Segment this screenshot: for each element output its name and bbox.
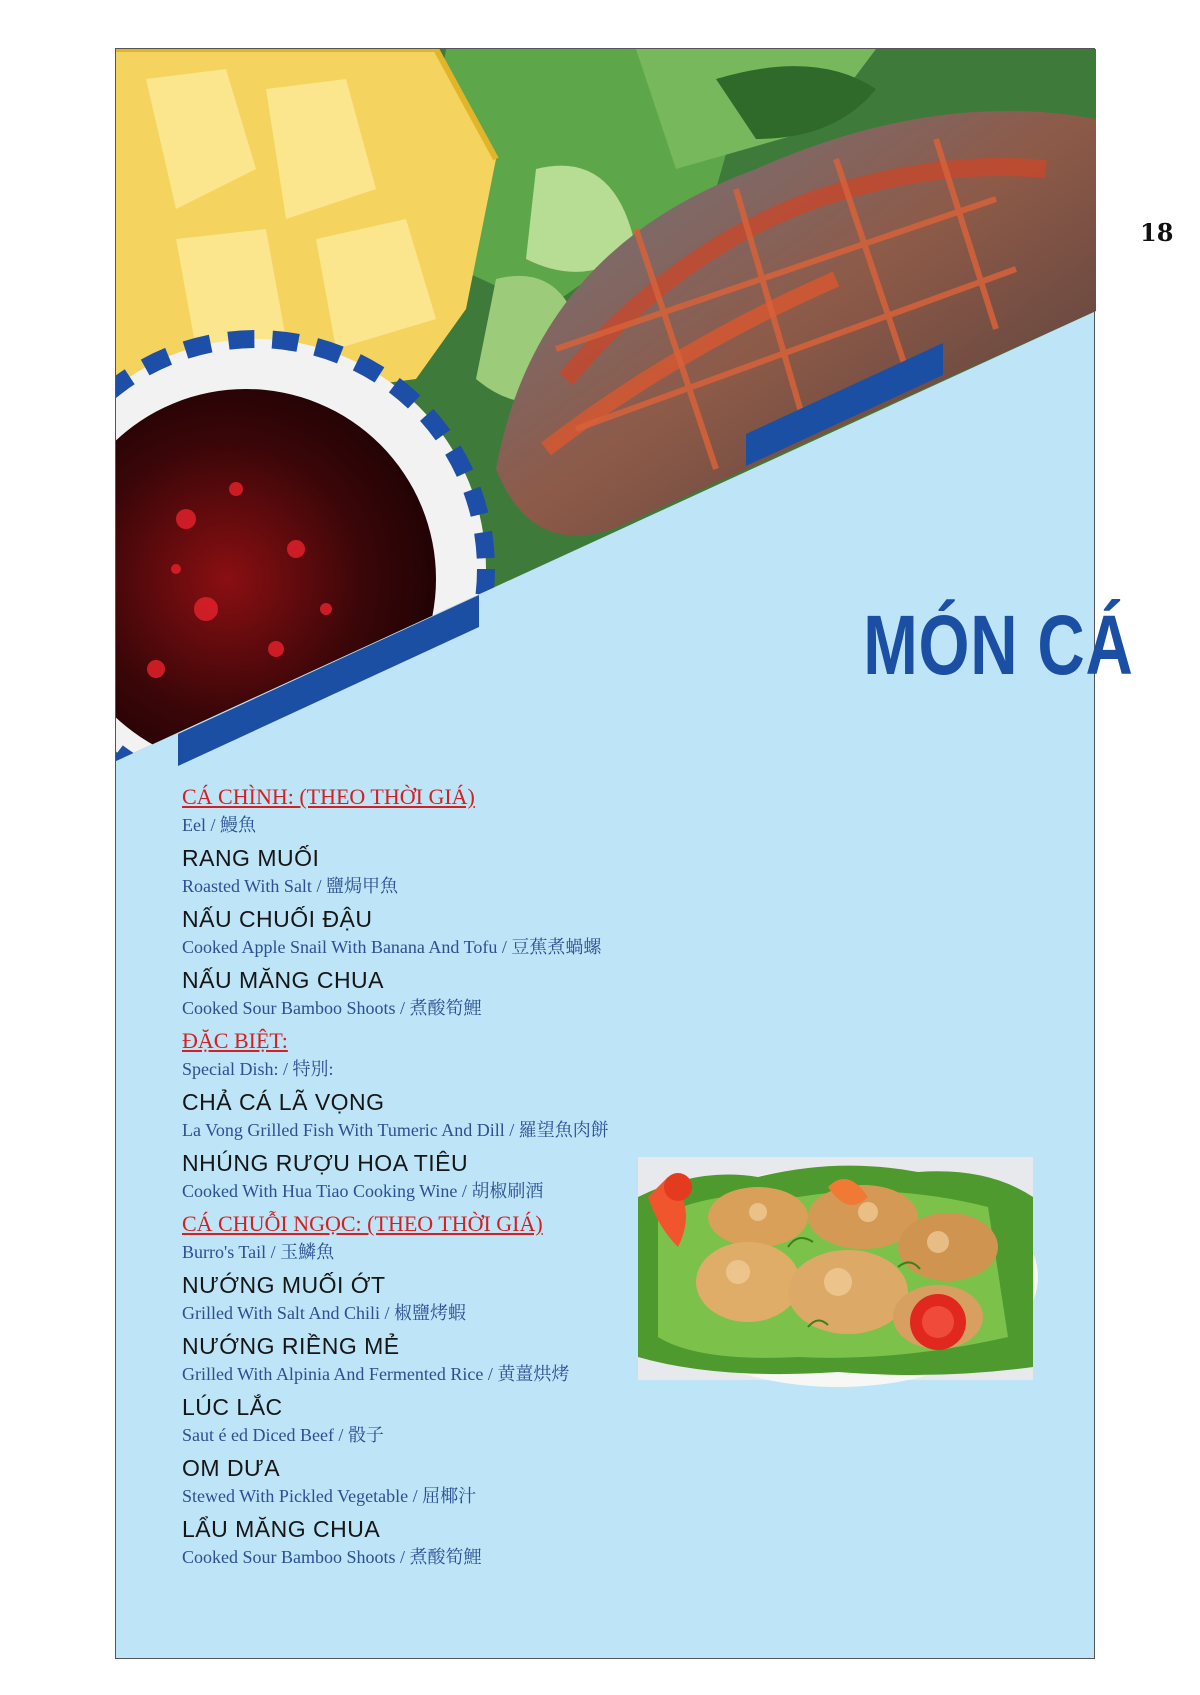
dish-name: LÚC LẮC <box>182 1394 283 1420</box>
menu-section-row <box>182 1028 782 1089</box>
dish-description: Stewed With Pickled Vegetable / 屈椰汁 <box>182 1486 477 1506</box>
dish-name: RANG MUỐI <box>182 845 320 871</box>
dish-description: Eel / 鰻魚 <box>182 815 256 835</box>
menu-dish-row <box>182 1394 782 1455</box>
page-title: MÓN CÁ <box>863 598 1134 692</box>
fish-cakes-photo <box>638 1157 1033 1380</box>
section-heading: ĐẶC BIỆT: <box>182 1028 288 1053</box>
dish-description: La Vong Grilled Fish With Tumeric And Dill / 羅望魚肉餅 <box>182 1120 609 1140</box>
dish-description: Burro's Tail / 玉鱗魚 <box>182 1242 335 1262</box>
dish-name: OM DƯA <box>182 1455 281 1481</box>
menu-dish-row <box>182 967 782 1028</box>
dish-name: NƯỚNG MUỐI ỚT <box>182 1272 386 1298</box>
menu-dish-row <box>182 1455 782 1516</box>
menu-section-row <box>182 784 782 845</box>
section-heading: CÁ CHUỖI NGỌC: (THEO THỜI GIÁ) <box>182 1211 543 1236</box>
menu-dish-row <box>182 906 782 967</box>
dish-description: Special Dish: / 特別: <box>182 1059 334 1079</box>
dish-description: Cooked Apple Snail With Banana And Tofu / 豆蕉煮蝸螺 <box>182 937 602 957</box>
menu-page <box>115 48 1134 1659</box>
menu-dish-row <box>182 845 782 906</box>
dish-description: Grilled With Salt And Chili / 椒鹽烤蝦 <box>182 1303 466 1323</box>
dish-description: Cooked Sour Bamboo Shoots / 煮酸筍鯉 <box>182 1547 482 1567</box>
dish-description: Roasted With Salt / 鹽焗甲魚 <box>182 876 398 896</box>
dish-description: Cooked Sour Bamboo Shoots / 煮酸筍鯉 <box>182 998 482 1018</box>
menu-dish-row <box>182 1089 782 1150</box>
dish-name: CHẢ CÁ LÃ VỌNG <box>182 1089 385 1115</box>
dish-name: LẨU MĂNG CHUA <box>182 1516 381 1542</box>
dish-description: Cooked With Hua Tiao Cooking Wine / 胡椒刷酒 <box>182 1181 544 1201</box>
dish-name: NHÚNG RƯỢU HOA TIÊU <box>182 1150 469 1176</box>
dish-description: Saut é ed Diced Beef / 骰子 <box>182 1425 384 1445</box>
section-heading: CÁ CHÌNH: (THEO THỜI GIÁ) <box>182 784 475 809</box>
dish-name: NẤU MĂNG CHUA <box>182 967 385 993</box>
dish-name: NƯỚNG RIỀNG MẺ <box>182 1333 400 1359</box>
dish-name: NẤU CHUỐI ĐẬU <box>182 906 373 932</box>
dish-description: Grilled With Alpinia And Fermented Rice / 黄薑烘烤 <box>182 1364 570 1384</box>
menu-dish-row <box>182 1516 782 1577</box>
page-number: 18 <box>1140 218 1174 247</box>
